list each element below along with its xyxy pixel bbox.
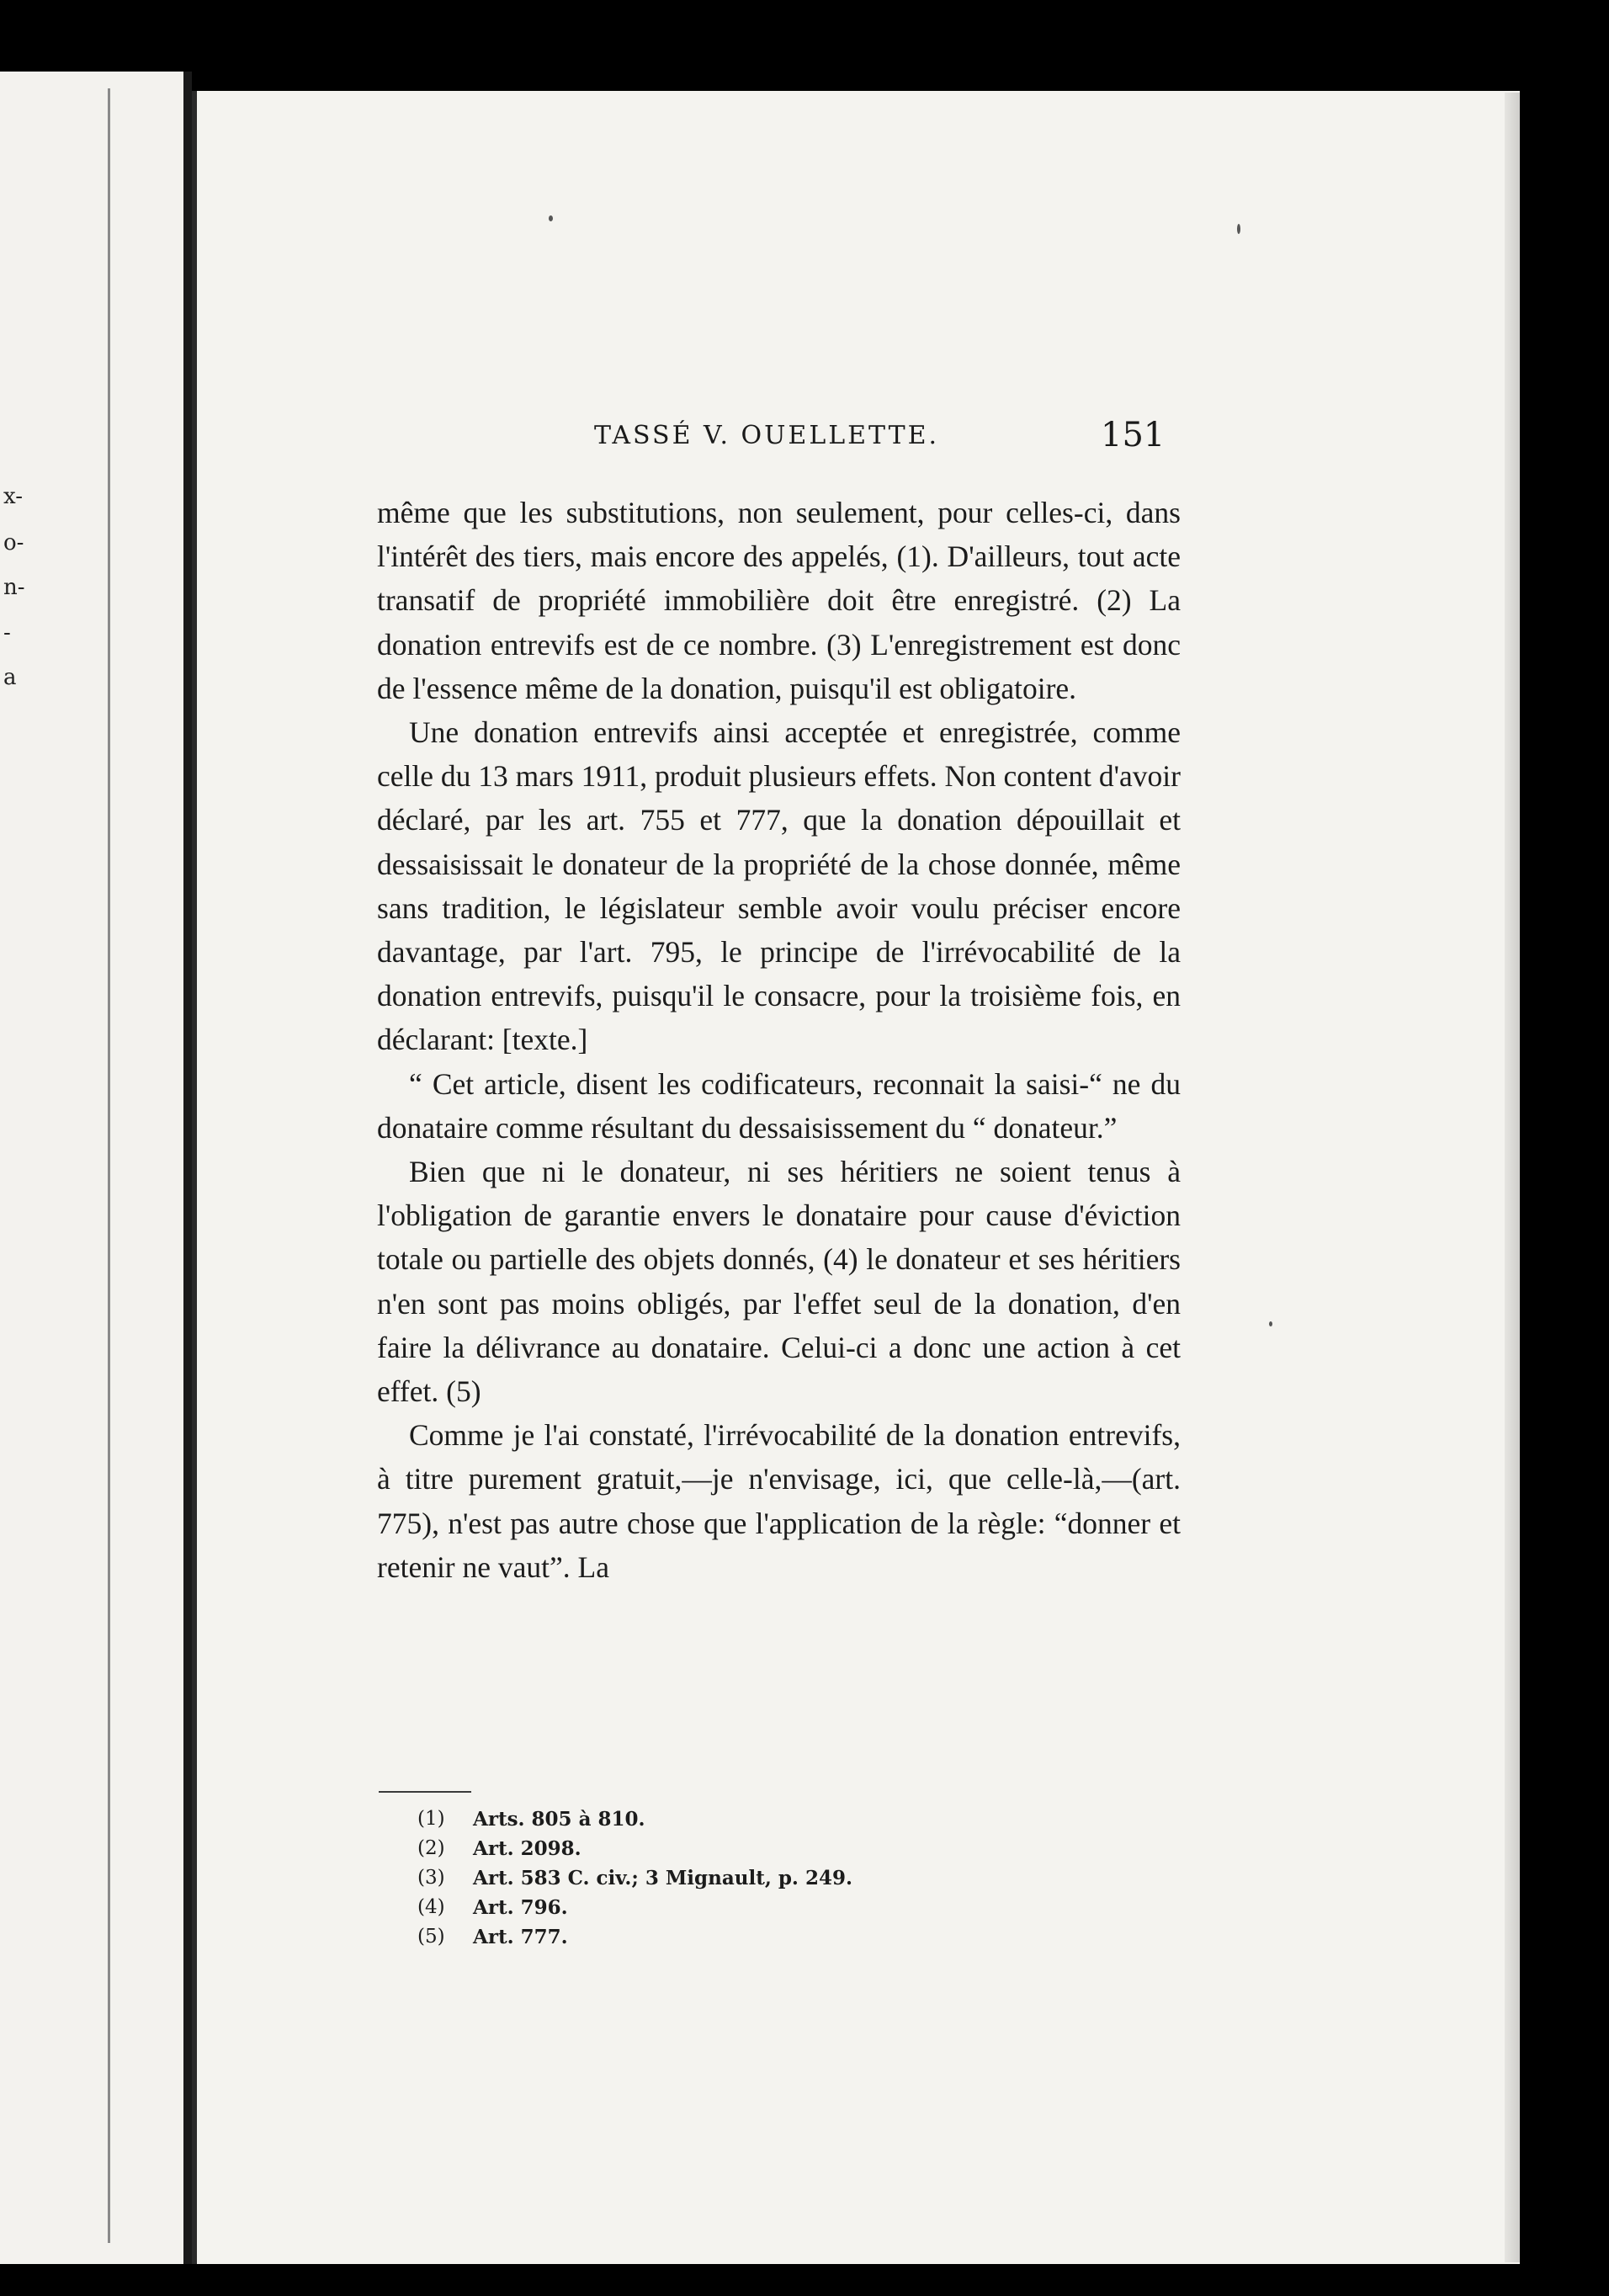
footnote [417, 1922, 1175, 1952]
body-text [377, 491, 1181, 1589]
page-number: 151 [1101, 416, 1166, 454]
left-page-fragment: o- [3, 530, 24, 555]
footnote-number: (4) [417, 1896, 445, 1918]
footnote-number: (3) [417, 1867, 445, 1889]
footnote [417, 1834, 1175, 1863]
footnote-number: (5) [417, 1926, 445, 1948]
paragraph: Une donation entrevifs ainsi acceptée et enregistrée, comme celle du 13 mars 1911, produit plusieurs effets. Non content d'avoir déclaré, par les art. 755 et 777, que la donation dépouillait et dessaisissait le donateur de la propriété de la chose donnée, même sans tradition, le législateur semble avoir voulu préciser encore davantage, par l'art. 795, le principe de l'irrévocabilité de la donation entrevifs, puisqu'il le consacre, pour la troisième fois, en déclarant: [texte.] [377, 715, 1181, 1057]
footnote [417, 1863, 1175, 1893]
footnotes [417, 1804, 1175, 1952]
footnote-number: (2) [417, 1837, 445, 1859]
left-page-fragment: n- [3, 575, 25, 600]
footnote-text: Arts. 805 à 810. [473, 1808, 645, 1831]
paragraph: Comme je l'ai constaté, l'irrévocabilité de la donation entrevifs, à titre purement gratuit,—je n'envisage, ici, que celle-là,—(art. 775), n'est pas autre chose que l'application de la règle: “donner et retenir ne vaut”. La [377, 1418, 1181, 1584]
footnote-number: (1) [417, 1808, 445, 1830]
scan-speck [1269, 1321, 1272, 1326]
running-head [192, 416, 1520, 471]
scan-speck [549, 215, 553, 221]
document-page [192, 91, 1520, 2264]
scan-speck [1237, 224, 1240, 234]
paragraph: même que les substitutions, non seulement, pour celles-ci, dans l'intérêt des tiers, mais encore des appelés, (1). D'ailleurs, tout acte transatif de propriété immobilière doit être enregistré. (2) La donation entrevifs est de ce nombre. (3) L'enregistrement est donc de l'essence même de la donation, puisqu'il est obligatoire. [377, 496, 1181, 705]
footnote [417, 1804, 1175, 1834]
left-page-fragment: x- [3, 484, 23, 509]
left-page-fragment: - [3, 620, 11, 646]
footnote-separator [379, 1791, 471, 1793]
page-fold-line [108, 88, 110, 2243]
running-title: TASSÉ V. OUELLETTE. [594, 421, 940, 450]
footnote-text: Art. 796. [473, 1896, 568, 1919]
footnote-text: Art. 583 C. civ.; 3 Mignault, p. 249. [473, 1867, 852, 1889]
left-page-fragment: a [3, 665, 17, 690]
previous-page-edge [0, 72, 192, 2264]
footnote-text: Art. 2098. [473, 1837, 581, 1860]
footnote [417, 1893, 1175, 1922]
quoted-paragraph: “ Cet article, disent les codificateurs, reconnait la saisi-“ ne du donataire comme résultant du dessaisissement du “ donateur.” [377, 1066, 1181, 1145]
page-right-edge [1505, 93, 1520, 2262]
paragraph: Bien que ni le donateur, ni ses héritiers ne soient tenus à l'obligation de garantie envers le donataire pour cause d'éviction totale ou partielle des objets donnés, (4) le donateur et ses héritiers n'en sont pas moins obligés, par l'effet seul de la donation, d'en faire la délivrance au donataire. Celui-ci a donc une action à cet effet. (5) [377, 1155, 1181, 1409]
footnote-text: Art. 777. [473, 1926, 568, 1948]
